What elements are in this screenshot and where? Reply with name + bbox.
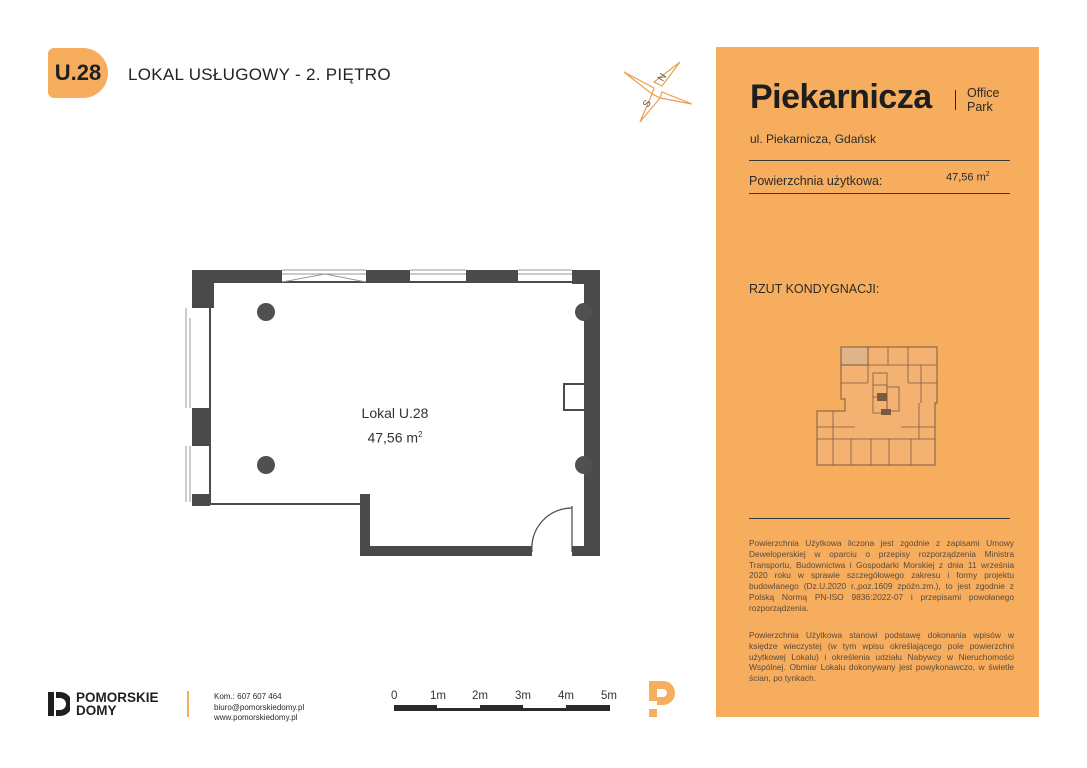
compass-n: N [656, 71, 670, 84]
pomorskie-domy-logo [48, 691, 159, 717]
brand-divider [955, 90, 956, 110]
unit-code: U.28 [54, 60, 102, 85]
scale-label: 5m [601, 690, 617, 702]
area-note-2: Powierzchnia Użytkowa stanowi podstawę dokonania wpisów w księdze wieczystej (w tym wpisu określającego pole powierzchni użytkowej Lokalu) i określenia udziału Nabywcy w Nieruchomości Wspólnej. Obmiar Lokalu dokonywany jest powykonawczo, w świetle ścian, po tynkach. [749, 630, 1014, 684]
contact-website[interactable]: www.pomorskiedomy.pl [214, 713, 298, 722]
scale-label: 3m [515, 690, 531, 702]
address: ul. Piekarnicza, Gdańsk [750, 132, 877, 146]
floor-plan-label: RZUT KONDYGNACJI: [749, 282, 880, 296]
brand-subtitle: Office Park [967, 86, 1000, 114]
contact-email[interactable]: biuro@pomorskiedomy.pl [214, 702, 305, 712]
scale-bar [394, 705, 612, 713]
area-value: 47,56 $m^2$ [946, 171, 990, 184]
scale-label: 0 [391, 690, 398, 702]
area-label: Powierzchnia użytkowa: [749, 174, 883, 188]
compass-icon [622, 58, 694, 124]
brand-logo: Piekarnicza [750, 78, 932, 116]
piekarnicza-p-icon [649, 681, 679, 719]
company-name: POMORSKIE DOMY [76, 690, 159, 718]
divider [749, 160, 1010, 161]
plan-unit-name: Lokal U.28 [361, 405, 429, 421]
scale-label: 4m [558, 690, 574, 702]
pomorskie-domy-icon [48, 691, 70, 717]
scale-label: 2m [472, 690, 488, 702]
plan-unit-area: 47,56 $m^2$ [367, 429, 423, 446]
contact-phone: Kom.: 607 607 464 [214, 692, 282, 701]
compass-s: S [641, 98, 654, 110]
footer-divider [187, 691, 189, 717]
unit-title: LOKAL USŁUGOWY - 2. PIĘTRO [128, 65, 391, 84]
unit-highlight [841, 347, 868, 365]
building-floor-plan [815, 343, 939, 467]
plan-label [340, 402, 450, 449]
contact-info [214, 692, 304, 724]
unit-code-badge [48, 48, 108, 98]
divider [749, 518, 1010, 519]
scale-label: 1m [430, 690, 446, 702]
divider [749, 193, 1010, 194]
area-note-1: Powierzchnia Użytkowa liczona jest zgodnie z zapisami Umowy Deweloperskiej w oparciu o przepisy rozporządzenia Ministra Transportu, Budownictwa i Gospodarki Morskiej z dnia 11 września 2020 roku w sprawie szczegółowego zakresu i formy projektu budowlanego (Dz.U.2020 r.,poz.1609 zpóźn.zm.), to jest zgodnie z Polską Normą PN-ISO 9836:2022-07 i przepisami powołanego rozporządzenia. [749, 538, 1014, 613]
